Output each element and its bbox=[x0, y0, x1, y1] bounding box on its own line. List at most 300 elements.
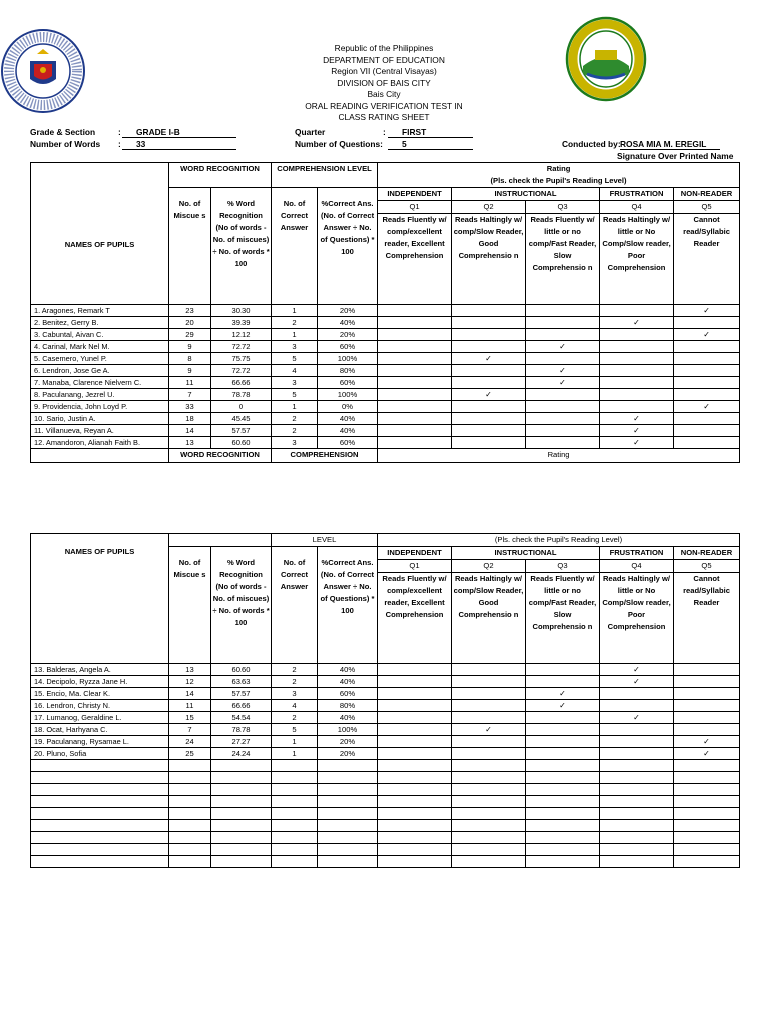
q5-cell bbox=[674, 700, 740, 712]
q1-cell bbox=[378, 413, 452, 425]
q2-description: Reads Haltingly w/ comp/Slow Reader, Good Comprehensio n bbox=[452, 573, 526, 664]
miscues-value: 20 bbox=[169, 317, 211, 329]
q1-cell bbox=[378, 341, 452, 353]
rating-table-part1 bbox=[30, 162, 740, 463]
header-test-title: ORAL READING VERIFICATION TEST IN bbox=[305, 100, 463, 111]
instructional-header: INSTRUCTIONAL bbox=[452, 547, 600, 560]
check-mark-icon: ✓ bbox=[559, 701, 566, 710]
pupil-row bbox=[31, 700, 740, 712]
q3-cell bbox=[526, 724, 600, 736]
percent-correct-value: 40% bbox=[318, 425, 378, 437]
empty-cell bbox=[526, 808, 600, 820]
q5-header: Q5 bbox=[674, 201, 740, 214]
q5-header: Q5 bbox=[674, 560, 740, 573]
check-mark-icon: ✓ bbox=[633, 438, 640, 447]
q4-cell bbox=[600, 688, 674, 700]
colon: : bbox=[118, 139, 121, 149]
empty-cell bbox=[526, 772, 600, 784]
q4-cell bbox=[600, 748, 674, 760]
check-mark-icon: ✓ bbox=[703, 749, 710, 758]
empty-cell bbox=[318, 760, 378, 772]
pupil-name: 5. Casemero, Yunel P. bbox=[31, 353, 169, 365]
empty-cell bbox=[526, 832, 600, 844]
q5-description: Cannot read/Syllabic Reader bbox=[674, 573, 740, 664]
q2-cell bbox=[452, 413, 526, 425]
empty-cell bbox=[211, 796, 272, 808]
signature-label: Signature Over Printed Name bbox=[617, 151, 734, 161]
pupil-row bbox=[31, 329, 740, 341]
empty-cell bbox=[169, 844, 211, 856]
pupil-name: 19. Paculanang, Rysamae L. bbox=[31, 736, 169, 748]
q2-header: Q2 bbox=[452, 201, 526, 214]
empty-cell bbox=[211, 784, 272, 796]
empty-cell bbox=[378, 784, 452, 796]
empty-cell bbox=[674, 784, 740, 796]
q2-cell bbox=[452, 724, 526, 736]
comprehension-level-header: COMPREHENSION LEVEL bbox=[272, 163, 378, 188]
empty-cell bbox=[526, 796, 600, 808]
percent-correct-header: %Correct Ans. (No. of Correct Answer ÷ No. of Questions) * 100 bbox=[318, 547, 378, 664]
empty-cell bbox=[600, 796, 674, 808]
percent-correct-header: %Correct Ans. (No. of Correct Answer ÷ No. of Questions) * 100 bbox=[318, 188, 378, 305]
percent-correct-value: 60% bbox=[318, 437, 378, 449]
pupil-row bbox=[31, 365, 740, 377]
percent-word-value: 0 bbox=[211, 401, 272, 413]
empty-cell bbox=[526, 760, 600, 772]
q5-cell bbox=[674, 664, 740, 676]
correct-answer-header: No. of Correct Answer bbox=[272, 547, 318, 664]
q2-cell bbox=[452, 712, 526, 724]
empty-cell bbox=[318, 844, 378, 856]
empty-cell bbox=[674, 844, 740, 856]
empty-cell bbox=[600, 772, 674, 784]
percent-correct-value: 100% bbox=[318, 724, 378, 736]
q3-header: Q3 bbox=[526, 201, 600, 214]
empty-cell bbox=[169, 820, 211, 832]
q4-cell bbox=[600, 353, 674, 365]
header-division: DIVISION OF BAIS CITY bbox=[337, 77, 431, 88]
level-header: LEVEL bbox=[272, 534, 378, 547]
empty-cell bbox=[31, 808, 169, 820]
empty-cell bbox=[674, 856, 740, 868]
percent-correct-value: 80% bbox=[318, 700, 378, 712]
empty-cell bbox=[452, 760, 526, 772]
empty-cell bbox=[272, 760, 318, 772]
empty-cell bbox=[31, 784, 169, 796]
number-of-questions-label: Number of Questions: bbox=[295, 139, 383, 149]
miscues-value: 24 bbox=[169, 736, 211, 748]
q1-cell bbox=[378, 305, 452, 317]
correct-answer-value: 4 bbox=[272, 365, 318, 377]
quarter-value: FIRST bbox=[388, 127, 473, 138]
correct-answer-value: 2 bbox=[272, 413, 318, 425]
q3-cell bbox=[526, 736, 600, 748]
q5-cell bbox=[674, 413, 740, 425]
percent-correct-value: 20% bbox=[318, 305, 378, 317]
empty-cell bbox=[318, 832, 378, 844]
rating-note: (Pls. check the Pupil's Reading Level) bbox=[378, 534, 740, 547]
percent-word-value: 72.72 bbox=[211, 341, 272, 353]
empty-cell bbox=[600, 844, 674, 856]
empty-cell bbox=[272, 832, 318, 844]
empty-cell bbox=[272, 820, 318, 832]
check-mark-icon: ✓ bbox=[485, 390, 492, 399]
q1-cell bbox=[378, 377, 452, 389]
empty-cell bbox=[272, 772, 318, 784]
percent-word-value: 78.78 bbox=[211, 724, 272, 736]
q1-cell bbox=[378, 365, 452, 377]
empty-cell bbox=[31, 760, 169, 772]
pupil-name: 8. Paculanang, Jezrel U. bbox=[31, 389, 169, 401]
empty-cell bbox=[526, 856, 600, 868]
q4-description: Reads Haltingly w/ little or No Comp/Slow reader, Poor Comprehension bbox=[600, 573, 674, 664]
q3-description: Reads Fluently w/ little or no comp/Fast Reader, Slow Comprehensio n bbox=[526, 214, 600, 305]
q2-cell bbox=[452, 389, 526, 401]
miscues-value: 14 bbox=[169, 425, 211, 437]
header-republic: Republic of the Philippines bbox=[334, 43, 434, 53]
percent-correct-value: 100% bbox=[318, 389, 378, 401]
q2-cell bbox=[452, 664, 526, 676]
rating-table-part2 bbox=[30, 533, 740, 868]
empty-cell bbox=[169, 856, 211, 868]
percent-word-value: 66.66 bbox=[211, 700, 272, 712]
empty-cell bbox=[211, 760, 272, 772]
q3-description: Reads Fluently w/ little or no comp/Fast Reader, Slow Comprehensio n bbox=[526, 573, 600, 664]
q2-header: Q2 bbox=[452, 560, 526, 573]
pupil-row bbox=[31, 317, 740, 329]
q4-header: Q4 bbox=[600, 560, 674, 573]
percent-correct-value: 40% bbox=[318, 676, 378, 688]
q5-description: Cannot read/Syllabic Reader bbox=[674, 214, 740, 305]
pupil-rows-part2 bbox=[31, 664, 740, 868]
q2-cell bbox=[452, 425, 526, 437]
empty-cell bbox=[31, 844, 169, 856]
empty-cell bbox=[674, 772, 740, 784]
miscues-value: 13 bbox=[169, 664, 211, 676]
pupil-name: 11. Villanueva, Reyan A. bbox=[31, 425, 169, 437]
empty-cell bbox=[31, 856, 169, 868]
q2-cell bbox=[452, 377, 526, 389]
q3-cell bbox=[526, 664, 600, 676]
q1-cell bbox=[378, 353, 452, 365]
q3-cell bbox=[526, 712, 600, 724]
empty-cell bbox=[600, 820, 674, 832]
percent-word-value: 30.30 bbox=[211, 305, 272, 317]
miscues-value: 33 bbox=[169, 401, 211, 413]
q2-cell bbox=[452, 305, 526, 317]
pupil-name: 18. Ocat, Harhyana C. bbox=[31, 724, 169, 736]
miscues-value: 15 bbox=[169, 712, 211, 724]
q1-cell bbox=[378, 688, 452, 700]
empty-cell bbox=[526, 844, 600, 856]
empty-cell bbox=[272, 808, 318, 820]
pupil-name: 4. Carinal, Mark Nel M. bbox=[31, 341, 169, 353]
check-mark-icon: ✓ bbox=[559, 342, 566, 351]
empty-cell bbox=[378, 760, 452, 772]
rating-note: (Pls. check the Pupil's Reading Level) bbox=[490, 176, 627, 185]
empty-cell bbox=[674, 796, 740, 808]
q5-cell bbox=[674, 437, 740, 449]
empty-cell bbox=[272, 856, 318, 868]
correct-answer-value: 1 bbox=[272, 401, 318, 413]
q5-cell bbox=[674, 317, 740, 329]
miscues-value: 8 bbox=[169, 353, 211, 365]
q5-cell bbox=[674, 353, 740, 365]
pupil-row bbox=[31, 389, 740, 401]
check-mark-icon: ✓ bbox=[703, 737, 710, 746]
number-of-questions-value: 5 bbox=[388, 139, 473, 150]
q4-cell bbox=[600, 365, 674, 377]
q4-cell bbox=[600, 437, 674, 449]
pupil-row bbox=[31, 712, 740, 724]
correct-answer-value: 1 bbox=[272, 329, 318, 341]
empty-cell bbox=[169, 772, 211, 784]
q2-cell bbox=[452, 700, 526, 712]
empty-cell bbox=[169, 760, 211, 772]
check-mark-icon: ✓ bbox=[633, 426, 640, 435]
empty-cell bbox=[674, 820, 740, 832]
empty-cell bbox=[452, 832, 526, 844]
miscues-value: 11 bbox=[169, 377, 211, 389]
q5-cell bbox=[674, 377, 740, 389]
empty-cell bbox=[452, 844, 526, 856]
header-sheet-title: CLASS RATING SHEET bbox=[338, 112, 430, 122]
q2-cell bbox=[452, 353, 526, 365]
empty-cell bbox=[211, 856, 272, 868]
q5-cell bbox=[674, 389, 740, 401]
q1-cell bbox=[378, 425, 452, 437]
pupil-name: 14. Decipolo, Ryzza Jane H. bbox=[31, 676, 169, 688]
empty-cell bbox=[318, 856, 378, 868]
miscues-value: 12 bbox=[169, 676, 211, 688]
pupil-row bbox=[31, 437, 740, 449]
check-mark-icon: ✓ bbox=[485, 725, 492, 734]
pupil-name: 16. Lendron, Christy N. bbox=[31, 700, 169, 712]
miscues-value: 25 bbox=[169, 748, 211, 760]
frustration-header: FRUSTRATION bbox=[600, 547, 674, 560]
empty-row bbox=[31, 820, 740, 832]
correct-answer-value: 3 bbox=[272, 437, 318, 449]
q1-cell bbox=[378, 700, 452, 712]
pupil-row bbox=[31, 748, 740, 760]
q2-cell bbox=[452, 676, 526, 688]
correct-answer-value: 3 bbox=[272, 688, 318, 700]
check-mark-icon: ✓ bbox=[559, 689, 566, 698]
pupil-name: 9. Providencia, John Loyd P. bbox=[31, 401, 169, 413]
q3-cell bbox=[526, 748, 600, 760]
percent-correct-value: 40% bbox=[318, 712, 378, 724]
empty-row bbox=[31, 760, 740, 772]
q2-cell bbox=[452, 748, 526, 760]
q3-cell bbox=[526, 688, 600, 700]
check-mark-icon: ✓ bbox=[633, 414, 640, 423]
q5-cell bbox=[674, 401, 740, 413]
q1-cell bbox=[378, 736, 452, 748]
percent-word-value: 27.27 bbox=[211, 736, 272, 748]
colon: : bbox=[118, 127, 121, 137]
conducted-by-value: ROSA MIA M. EREGIL bbox=[620, 139, 720, 150]
empty-cell bbox=[378, 808, 452, 820]
miscues-value: 29 bbox=[169, 329, 211, 341]
percent-word-value: 78.78 bbox=[211, 389, 272, 401]
header-city: Bais City bbox=[367, 89, 401, 99]
q3-cell bbox=[526, 401, 600, 413]
empty-cell bbox=[452, 772, 526, 784]
q3-cell bbox=[526, 341, 600, 353]
pupil-row bbox=[31, 425, 740, 437]
check-mark-icon: ✓ bbox=[559, 378, 566, 387]
empty-cell bbox=[378, 856, 452, 868]
empty-cell bbox=[169, 796, 211, 808]
q2-cell bbox=[452, 736, 526, 748]
percent-correct-value: 60% bbox=[318, 377, 378, 389]
percent-word-value: 72.72 bbox=[211, 365, 272, 377]
pupil-rows-part1 bbox=[31, 305, 740, 449]
percent-correct-value: 40% bbox=[318, 413, 378, 425]
q2-cell bbox=[452, 688, 526, 700]
bais-city-schools-division-seal bbox=[565, 16, 647, 102]
pupil-name: 15. Encio, Ma. Clear K. bbox=[31, 688, 169, 700]
miscues-header: No. of Miscue s bbox=[169, 188, 211, 305]
pupil-row bbox=[31, 724, 740, 736]
quarter-label: Quarter bbox=[295, 127, 326, 137]
footer-comprehension: COMPREHENSION bbox=[272, 449, 378, 463]
q4-cell bbox=[600, 305, 674, 317]
frustration-header: FRUSTRATION bbox=[600, 188, 674, 201]
q1-cell bbox=[378, 437, 452, 449]
q3-cell bbox=[526, 317, 600, 329]
check-mark-icon: ✓ bbox=[633, 713, 640, 722]
pupil-name: 10. Sario, Justin A. bbox=[31, 413, 169, 425]
check-mark-icon: ✓ bbox=[633, 318, 640, 327]
empty-cell bbox=[211, 808, 272, 820]
empty-cell bbox=[31, 796, 169, 808]
empty-cell bbox=[318, 784, 378, 796]
pupil-name: 1. Aragones, Remark T bbox=[31, 305, 169, 317]
grade-section-label: Grade & Section bbox=[30, 127, 96, 137]
q5-cell bbox=[674, 365, 740, 377]
empty-cell bbox=[674, 760, 740, 772]
correct-answer-value: 3 bbox=[272, 377, 318, 389]
miscues-value: 9 bbox=[169, 365, 211, 377]
miscues-value: 7 bbox=[169, 389, 211, 401]
q4-description: Reads Haltingly w/ little or No Comp/Slow reader, Poor Comprehension bbox=[600, 214, 674, 305]
percent-word-recognition-header: % Word Recognition (No of words - No. of miscues) ÷ No. of words * 100 bbox=[211, 547, 272, 664]
q5-cell bbox=[674, 748, 740, 760]
miscues-value: 7 bbox=[169, 724, 211, 736]
q3-header: Q3 bbox=[526, 560, 600, 573]
q1-description: Reads Fluently w/ comp/excellent reader, Excellent Comprehension bbox=[378, 573, 452, 664]
q5-cell bbox=[674, 688, 740, 700]
check-mark-icon: ✓ bbox=[485, 354, 492, 363]
q4-cell bbox=[600, 329, 674, 341]
miscues-value: 13 bbox=[169, 437, 211, 449]
check-mark-icon: ✓ bbox=[703, 402, 710, 411]
percent-word-value: 63.63 bbox=[211, 676, 272, 688]
pupil-name: 7. Manaba, Clarence Nielvern C. bbox=[31, 377, 169, 389]
percent-word-value: 54.54 bbox=[211, 712, 272, 724]
correct-answer-value: 4 bbox=[272, 700, 318, 712]
names-of-pupils-header: NAMES OF PUPILS bbox=[31, 534, 169, 664]
correct-answer-value: 3 bbox=[272, 341, 318, 353]
q1-cell bbox=[378, 317, 452, 329]
names-of-pupils-header: NAMES OF PUPILS bbox=[31, 163, 169, 305]
pupil-row bbox=[31, 305, 740, 317]
percent-correct-value: 60% bbox=[318, 341, 378, 353]
footer-empty-cell bbox=[31, 449, 169, 463]
q3-cell bbox=[526, 377, 600, 389]
miscues-value: 9 bbox=[169, 341, 211, 353]
empty-cell bbox=[526, 784, 600, 796]
empty-row bbox=[31, 772, 740, 784]
q1-header: Q1 bbox=[378, 201, 452, 214]
pupil-row bbox=[31, 341, 740, 353]
q3-cell bbox=[526, 305, 600, 317]
empty-cell bbox=[211, 844, 272, 856]
q4-cell bbox=[600, 700, 674, 712]
empty-cell bbox=[272, 844, 318, 856]
pupil-row bbox=[31, 688, 740, 700]
document-header bbox=[250, 43, 518, 124]
conducted-by-label: Conducted by: bbox=[562, 139, 621, 149]
empty-cell bbox=[318, 772, 378, 784]
empty-cell bbox=[378, 796, 452, 808]
grade-section-value: GRADE I-B bbox=[122, 127, 236, 138]
q1-cell bbox=[378, 389, 452, 401]
percent-word-recognition-header: % Word Recognition (No of words - No. of miscues) ÷ No. of words * 100 bbox=[211, 188, 272, 305]
colon: : bbox=[383, 127, 386, 137]
independent-header: INDEPENDENT bbox=[378, 188, 452, 201]
empty-cell bbox=[31, 820, 169, 832]
q5-cell bbox=[674, 329, 740, 341]
pupil-row bbox=[31, 353, 740, 365]
percent-word-value: 57.57 bbox=[211, 688, 272, 700]
empty-cell bbox=[318, 820, 378, 832]
q3-cell bbox=[526, 676, 600, 688]
empty-row bbox=[31, 832, 740, 844]
header-region: Region VII (Central Visayas) bbox=[331, 66, 437, 76]
q4-cell bbox=[600, 317, 674, 329]
check-mark-icon: ✓ bbox=[559, 366, 566, 375]
pupil-name: 20. Pluno, Sofia bbox=[31, 748, 169, 760]
empty-cell bbox=[272, 796, 318, 808]
q2-cell bbox=[452, 365, 526, 377]
q4-cell bbox=[600, 736, 674, 748]
non-reader-header: NON-READER bbox=[674, 547, 740, 560]
empty-cell bbox=[600, 808, 674, 820]
percent-word-value: 60.60 bbox=[211, 664, 272, 676]
q3-cell bbox=[526, 329, 600, 341]
empty-cell bbox=[169, 832, 211, 844]
q1-header: Q1 bbox=[378, 560, 452, 573]
q5-cell bbox=[674, 736, 740, 748]
correct-answer-value: 1 bbox=[272, 305, 318, 317]
q2-cell bbox=[452, 401, 526, 413]
q2-cell bbox=[452, 329, 526, 341]
empty-cell bbox=[452, 796, 526, 808]
q5-cell bbox=[674, 724, 740, 736]
q4-cell bbox=[600, 377, 674, 389]
correct-answer-value: 2 bbox=[272, 712, 318, 724]
pupil-name: 12. Amandoron, Alianah Faith B. bbox=[31, 437, 169, 449]
correct-answer-value: 2 bbox=[272, 317, 318, 329]
q3-cell bbox=[526, 437, 600, 449]
q4-cell bbox=[600, 676, 674, 688]
pupil-row bbox=[31, 664, 740, 676]
pupil-row bbox=[31, 676, 740, 688]
q4-header: Q4 bbox=[600, 201, 674, 214]
pupil-name: 17. Lumanog, Geraldine L. bbox=[31, 712, 169, 724]
